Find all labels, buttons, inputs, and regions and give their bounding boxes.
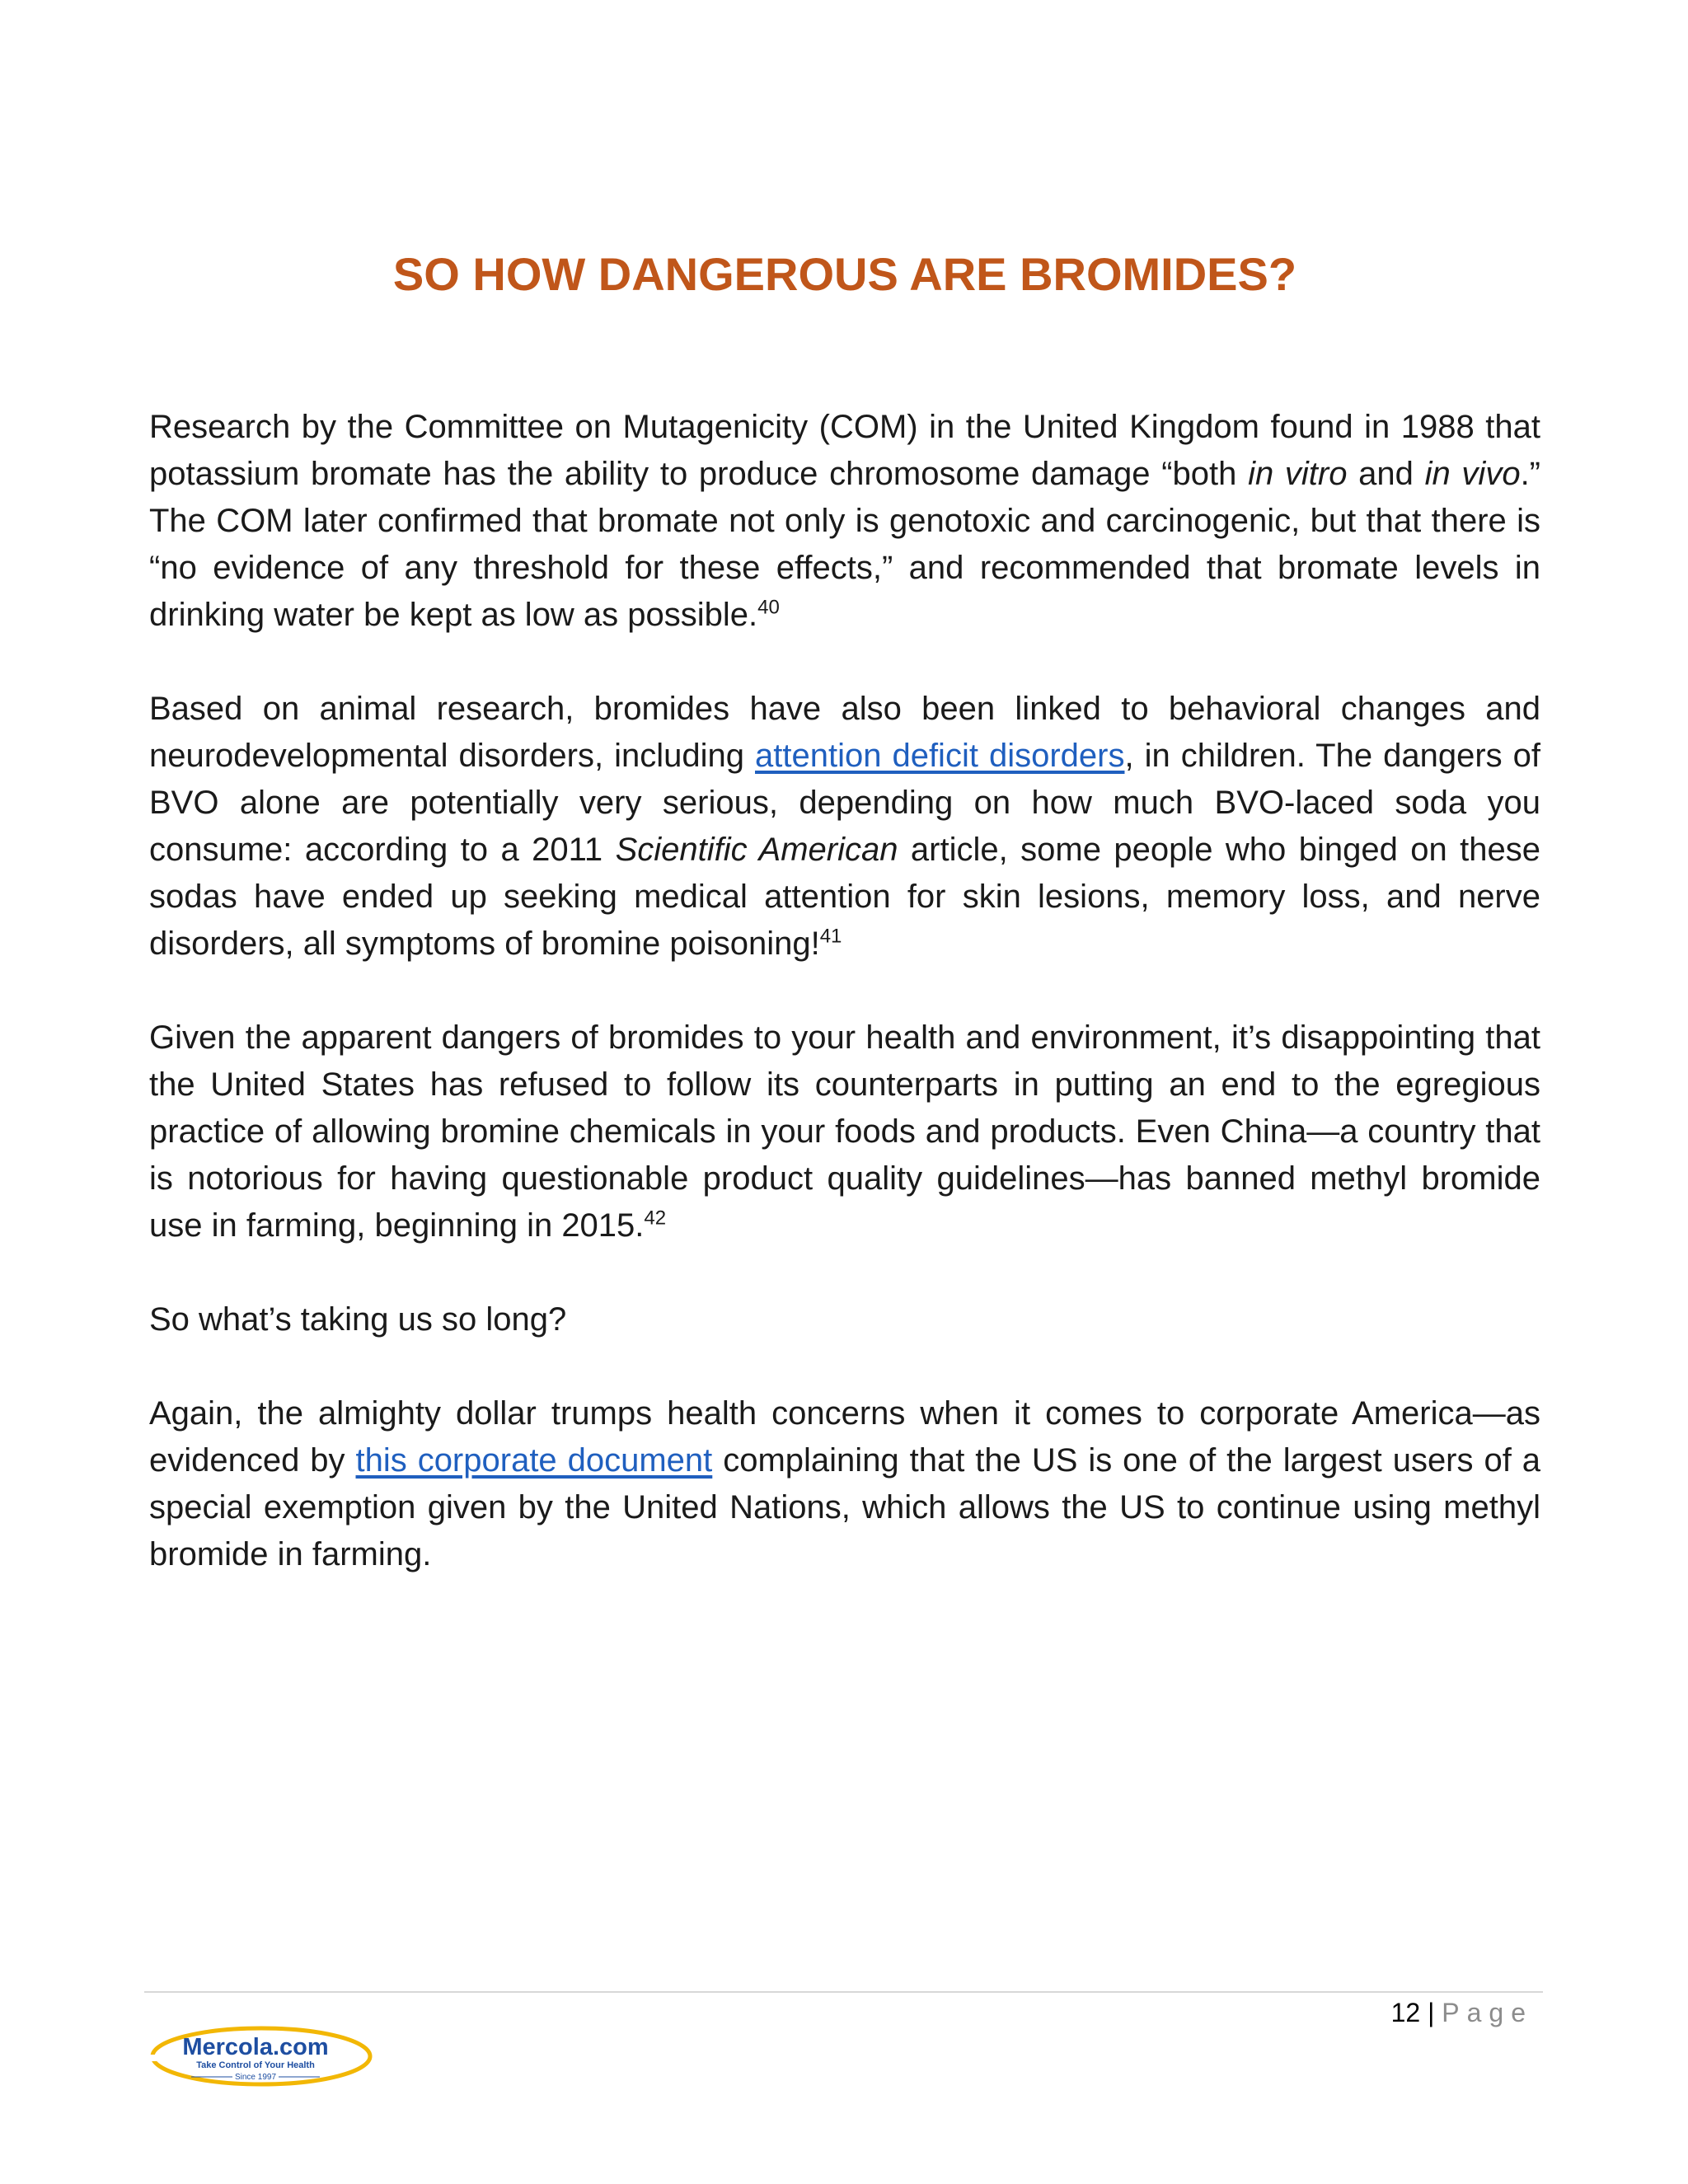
text-run: .” The COM later confirmed that bromate not only is genotoxic and carcinogenic, but that there is “no evidence of any threshold for these effects,” and recommended that bromate levels in drinking water be kept as low as possible. (149, 456, 1540, 633)
italic-text: Scientific American (615, 832, 898, 868)
page-label: Page (1442, 1998, 1533, 2027)
paragraph (149, 1296, 1540, 1343)
footnote-ref: 40 (757, 596, 780, 619)
text-run: complaining that the US is one of the largest users of a special exemption given by the United Nations, which allows the US to continue using methyl bromide in farming. (149, 1442, 1540, 1572)
text-run: So what’s taking us so long? (149, 1301, 567, 1338)
italic-text: in vitro (1248, 456, 1348, 492)
page-number (1335, 1994, 1533, 2031)
text-run: Based on animal research, bromides have also been linked to behavioral changes and neurodevelopmental disorders, including (149, 691, 1540, 774)
paragraph (149, 686, 1540, 968)
italic-text: in vivo (1424, 456, 1521, 492)
logo-since: Since 1997 (234, 2073, 277, 2082)
paragraph (149, 404, 1540, 639)
text-run: article, some people who binged on these sodas have ended up seeking medical attention for skin lesions, memory loss, and nerve disorders, all symptoms of bromine poisoning! (149, 832, 1540, 962)
mercola-logo (150, 2023, 373, 2091)
logo-brand: Mercola.com (182, 2034, 329, 2060)
body-text (149, 404, 1540, 1625)
page-number-separator: | (1428, 1998, 1435, 2027)
paragraph (149, 1015, 1540, 1249)
logo-tagline: Take Control of Your Health (196, 2060, 315, 2070)
text-run: and (1347, 456, 1425, 492)
text-run: Again, the almighty dollar trumps health concerns when it comes to corporate America—as evidenced by (149, 1395, 1540, 1479)
text-run: , in children. The dangers of BVO alone are potentially very serious, depending on how much BVO-laced soda you consume: according to a 2011 (149, 738, 1541, 868)
page-number-value: 12 (1390, 1998, 1421, 2027)
text-run: Research by the Committee on Mutagenicity (COM) in the United Kingdom found in 1988 that potassium bromate has the ability to produce chromosome damage “both (149, 409, 1540, 492)
text-run: Given the apparent dangers of bromides to your health and environment, it’s disappointing that the United States has refused to follow its counterparts in putting an end to the egregious practice of allowing bromine chemicals in your foods and products. Even China—a country that is notorious for having questionable product quality guidelines—has banned methyl bromide use in farming, beginning in 2015. (149, 1019, 1540, 1244)
paragraph (149, 1390, 1540, 1578)
footnote-ref: 42 (644, 1207, 667, 1230)
page-title: SO HOW DANGEROUS ARE BROMIDES? (392, 248, 1297, 300)
logo-graphic (150, 2023, 373, 2091)
inline-link[interactable]: attention deficit disorders (755, 738, 1125, 774)
footer-divider (144, 1991, 1543, 1993)
inline-link[interactable]: this corporate document (355, 1442, 713, 1479)
footnote-ref: 41 (819, 925, 842, 948)
